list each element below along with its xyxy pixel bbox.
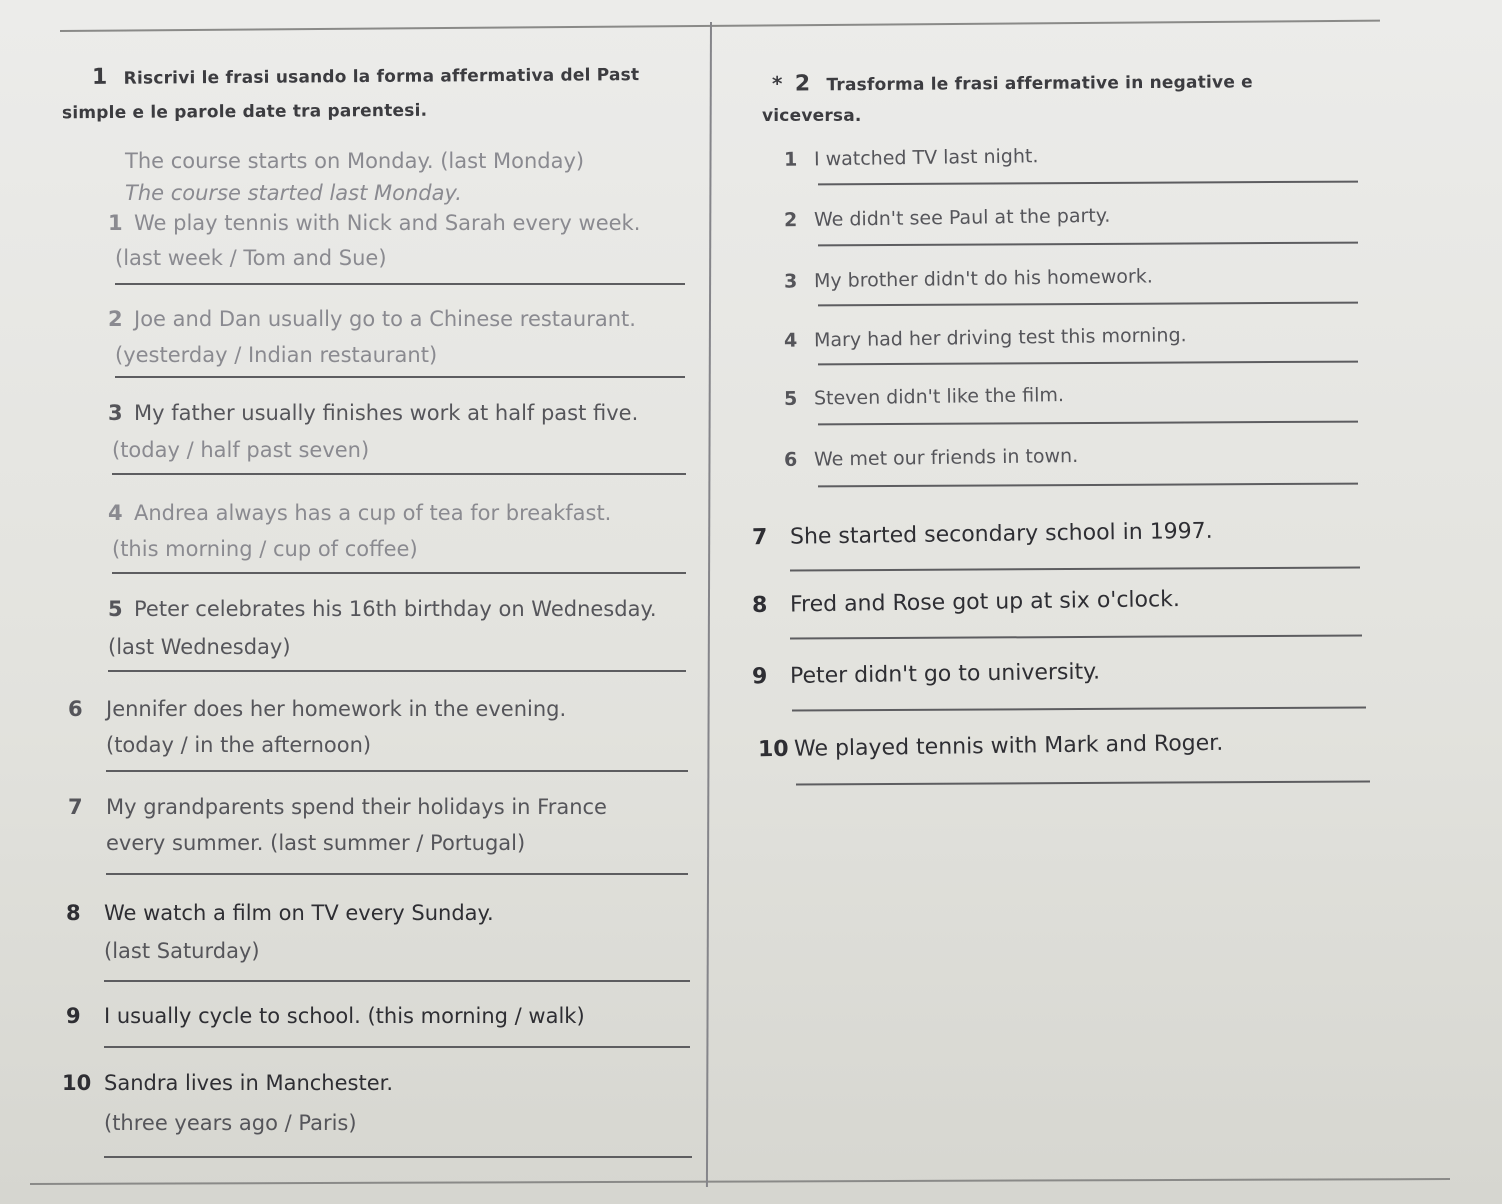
item-sentence: We played tennis with Mark and Roger. bbox=[793, 730, 1224, 762]
bottom-border-line bbox=[30, 1178, 1450, 1184]
item-number: 2 bbox=[783, 209, 798, 232]
exercise-2-number: 2 bbox=[794, 71, 811, 97]
item-number: 4 bbox=[783, 329, 798, 352]
item-number: 10 bbox=[757, 736, 789, 763]
item-number: 8 bbox=[66, 901, 81, 925]
item-sentence: Mary had her driving test this morning. bbox=[813, 324, 1187, 352]
item-number: 9 bbox=[66, 1004, 81, 1028]
item-sentence: My grandparents spend their holidays in France bbox=[106, 795, 607, 819]
item-number: 8 bbox=[751, 592, 768, 618]
answer-line[interactable] bbox=[818, 361, 1358, 365]
answer-line[interactable] bbox=[112, 473, 686, 475]
exercise-2-instructions-line1: Trasforma le frasi affermative in negative e bbox=[826, 72, 1253, 96]
answer-line[interactable] bbox=[790, 635, 1362, 639]
item-number: 10 bbox=[62, 1071, 92, 1095]
item-sentence: We play tennis with Nick and Sarah every week. bbox=[134, 211, 641, 235]
item-sentence: My father usually finishes work at half past five. bbox=[134, 401, 639, 425]
item-number: 6 bbox=[783, 448, 798, 472]
item-sentence: I usually cycle to school. (this morning / walk) bbox=[104, 1004, 585, 1028]
item-number: 9 bbox=[751, 664, 768, 690]
answer-line[interactable] bbox=[104, 1156, 692, 1158]
answer-line[interactable] bbox=[115, 283, 685, 285]
item-sentence-line2: every summer. (last summer / Portugal) bbox=[106, 831, 526, 855]
answer-line[interactable] bbox=[818, 483, 1358, 487]
item-number: 6 bbox=[68, 697, 83, 721]
ex1-item bbox=[62, 1070, 393, 1096]
answer-line[interactable] bbox=[818, 302, 1358, 306]
item-number: 1 bbox=[783, 148, 798, 171]
ex1-item bbox=[108, 400, 638, 426]
answer-line[interactable] bbox=[818, 421, 1358, 425]
item-number: 7 bbox=[68, 795, 83, 819]
item-sentence: Jennifer does her homework in the evening. bbox=[106, 697, 567, 721]
item-number: 7 bbox=[751, 525, 768, 551]
ex1-item bbox=[108, 210, 640, 236]
item-cue: (last week / Tom and Sue) bbox=[115, 246, 387, 270]
item-cue: (yesterday / Indian restaurant) bbox=[115, 343, 438, 367]
item-sentence: Joe and Dan usually go to a Chinese restaurant. bbox=[134, 307, 636, 331]
answer-line[interactable] bbox=[106, 873, 688, 875]
exercise-1-number: 1 bbox=[91, 64, 108, 90]
ex2-item bbox=[784, 443, 1079, 473]
exercise-1-heading bbox=[92, 58, 639, 95]
ex1-item bbox=[108, 596, 657, 622]
ex1-item bbox=[68, 794, 607, 820]
item-sentence: My brother didn't do his homework. bbox=[813, 265, 1153, 293]
ex2-item bbox=[784, 263, 1153, 294]
item-number: 4 bbox=[108, 501, 123, 525]
item-sentence: Peter didn't go to university. bbox=[789, 659, 1101, 689]
answer-line[interactable] bbox=[790, 567, 1360, 571]
answer-line[interactable] bbox=[112, 572, 686, 574]
top-border-line bbox=[60, 20, 1380, 32]
item-sentence: She started secondary school in 1997. bbox=[789, 518, 1213, 550]
item-sentence: Peter celebrates his 16th birthday on Wednesday. bbox=[134, 597, 657, 621]
answer-line[interactable] bbox=[818, 242, 1358, 246]
ex2-item bbox=[752, 660, 1100, 691]
item-sentence: Sandra lives in Manchester. bbox=[104, 1071, 394, 1095]
ex1-item bbox=[66, 900, 494, 926]
answer-line[interactable] bbox=[108, 670, 686, 672]
column-divider bbox=[706, 22, 712, 1187]
example-answer: The course started last Monday. bbox=[125, 181, 462, 205]
ex2-item bbox=[752, 519, 1213, 551]
answer-line[interactable] bbox=[104, 980, 690, 982]
item-cue: (three years ago / Paris) bbox=[104, 1111, 357, 1135]
ex2-item bbox=[758, 731, 1224, 763]
item-number: 5 bbox=[783, 387, 798, 410]
item-sentence: I watched TV last night. bbox=[813, 145, 1039, 171]
answer-line[interactable] bbox=[792, 706, 1366, 711]
item-sentence: Fred and Rose got up at six o'clock. bbox=[789, 587, 1181, 618]
answer-line[interactable] bbox=[115, 376, 685, 378]
answer-line[interactable] bbox=[106, 770, 688, 772]
exercise-2-instructions-line2: viceversa. bbox=[762, 106, 862, 126]
example-sentence: The course starts on Monday. (last Monday) bbox=[125, 149, 585, 173]
item-sentence: We watch a film on TV every Sunday. bbox=[104, 901, 494, 925]
ex2-item bbox=[784, 322, 1187, 354]
item-number: 3 bbox=[108, 401, 123, 425]
exercise-2-heading bbox=[772, 64, 1253, 101]
answer-line[interactable] bbox=[818, 181, 1358, 185]
item-number: 3 bbox=[783, 270, 798, 293]
item-sentence: Steven didn't like the film. bbox=[813, 384, 1065, 410]
item-sentence: We didn't see Paul at the party. bbox=[813, 204, 1111, 231]
exercise-1-instructions-line2: simple e le parole date tra parentesi. bbox=[61, 100, 428, 124]
answer-line[interactable] bbox=[104, 1046, 690, 1048]
item-sentence: We met our friends in town. bbox=[813, 444, 1079, 471]
ex1-item bbox=[66, 1003, 585, 1029]
item-number: 2 bbox=[108, 307, 123, 331]
item-number: 1 bbox=[108, 211, 123, 235]
exercise-1-instructions-line1: Riscrivi le frasi usando la forma affermativa del Past bbox=[123, 65, 640, 89]
answer-line[interactable] bbox=[796, 780, 1370, 785]
star-icon: * bbox=[771, 71, 783, 96]
ex2-item bbox=[784, 143, 1039, 173]
ex1-item bbox=[68, 696, 566, 722]
item-number: 5 bbox=[108, 597, 123, 621]
item-cue: (today / half past seven) bbox=[112, 438, 370, 462]
item-cue: (today / in the afternoon) bbox=[106, 733, 372, 757]
ex1-item bbox=[108, 306, 636, 332]
item-sentence: Andrea always has a cup of tea for breakfast. bbox=[134, 501, 612, 525]
ex2-item bbox=[784, 382, 1064, 412]
item-cue: (this morning / cup of coffee) bbox=[112, 537, 418, 561]
item-cue: (last Wednesday) bbox=[108, 635, 291, 659]
item-cue: (last Saturday) bbox=[104, 939, 260, 963]
ex1-item bbox=[108, 500, 611, 526]
ex2-item bbox=[784, 203, 1111, 234]
ex2-item bbox=[752, 587, 1180, 619]
